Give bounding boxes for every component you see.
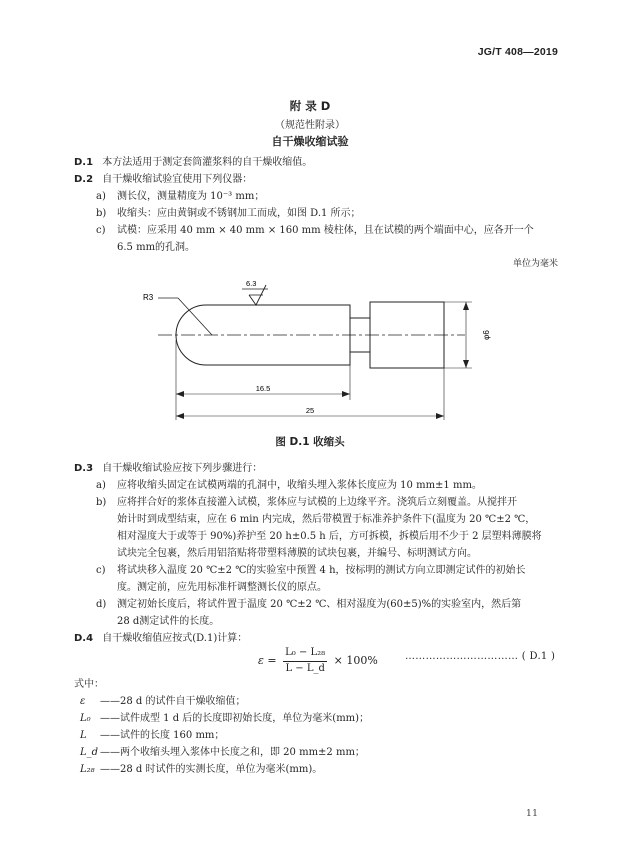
list-mark: a)	[96, 191, 106, 202]
list-item-continuation: 相对湿度大于或等于 90%)养护至 20 h±0.5 h 后，方可拆模，拆模后用不少于 2 层塑料薄膜将	[117, 531, 542, 542]
where-item	[80, 693, 245, 710]
list-item-continuation: 度。测定前，应先用标准杆调整测长仪的原点。	[117, 582, 327, 593]
clause-d1	[74, 154, 312, 171]
list-item-continuation: 28 d测定试件的长度。	[117, 616, 220, 627]
list-item: 将试块移入温度 20 ℃±2 ℃的实验室中预置 4 h，按标明的测试方向立即测定试件的初始长	[117, 565, 526, 576]
clause-number: D.4	[74, 633, 94, 644]
equation-number: ( D.1 )	[521, 651, 556, 662]
unit-note: 单位为毫米	[512, 259, 558, 269]
clause-text: 自干燥收缩试验应按下列步骤进行：	[102, 463, 263, 474]
roughness-label: 6.3	[246, 279, 257, 288]
appendix-title: 附 录 D	[289, 99, 331, 113]
radius-label: R3	[143, 293, 154, 302]
list-item-continuation: 试块完全包裹，然后用铝箔贴将带塑料薄膜的试块包裹，并编号、标明测试方向。	[117, 548, 477, 559]
list-mark: b)	[96, 497, 107, 508]
where-item	[80, 727, 224, 744]
where-desc: ——试件的长度 160 mm；	[100, 730, 225, 741]
where-desc: ——28 d 的试件自干燥收缩值；	[100, 696, 246, 707]
equation-numerator: L₀ − L₂₈	[283, 646, 327, 662]
standard-code: JG/T 408—2019	[477, 46, 558, 58]
list-mark: c)	[96, 225, 106, 236]
where-symbol: L₂₈	[80, 764, 95, 775]
list-item-continuation: 6.5 mm的孔洞。	[117, 242, 196, 253]
clause-number: D.2	[74, 174, 94, 185]
list-item: 测定初始长度后，将试件置于温度 20 ℃±2 ℃、相对湿度为(60±5)%的实验室内，然后第	[117, 599, 522, 610]
clause-text: 本方法适用于测定套筒灌浆料的自干燥收缩值。	[102, 157, 313, 168]
clause-number: D.1	[74, 157, 94, 168]
list-mark: b)	[96, 208, 107, 219]
page-number: 11	[525, 808, 538, 819]
clause-d3	[74, 460, 262, 477]
equation-denominator: L − L_d	[285, 663, 325, 674]
clause-d2	[74, 171, 252, 188]
clause-text: 自干燥收缩值应按式(D.1)计算：	[102, 633, 248, 644]
equation-fraction	[283, 646, 327, 676]
shrinkage-head-drawing	[130, 270, 510, 428]
equation-dots: ……………………………	[405, 651, 519, 662]
where-desc: ——两个收缩头埋入浆体中长度之和，即 20 mm±2 mm；	[100, 747, 365, 758]
where-item	[80, 744, 365, 761]
where-intro: 式中：	[74, 679, 104, 690]
equation-times: × 100%	[333, 654, 378, 667]
equation-number-line	[405, 651, 555, 662]
list-mark: a)	[96, 480, 106, 491]
list-item: 试模：应采用 40 mm × 40 mm × 160 mm 棱柱体，且在试模的两个端面中心，应各开一个	[117, 225, 534, 236]
list-item: 应将拌合好的浆体直接灌入试模，浆体应与试模的上边缘平齐。浇筑后立刻覆盖。从搅拌开	[117, 497, 517, 508]
equation-lhs: ε	[258, 654, 264, 667]
equation-d1: ε = $\frac{\text{L₀ − L₂₈}}{L - L\_d}$ × 100%	[258, 647, 378, 674]
clause-number: D.3	[74, 463, 94, 474]
where-item	[80, 761, 322, 778]
figure-caption: 图 D.1 收缩头	[275, 436, 345, 448]
list-item: 测长仪，测量精度为 10⁻³ mm；	[117, 191, 265, 202]
list-mark: d)	[96, 599, 107, 610]
appendix-name: 自干燥收缩试验	[271, 135, 349, 148]
list-item-continuation: 始计时到成型结束，应在 6 min 内完成，然后带模置于标准养护条件下(温度为 20 ℃±2 ℃，	[117, 514, 536, 525]
appendix-nature: （规范性附录）	[275, 120, 345, 131]
where-desc: ——28 d 时试件的实测长度，单位为毫米(mm)。	[100, 764, 323, 775]
dim-label-inner: 16.5	[255, 384, 271, 393]
clause-d4	[74, 630, 247, 647]
clause-text: 自干燥收缩试验宜使用下列仪器：	[102, 174, 253, 185]
radius-leader-diagonal	[178, 298, 212, 335]
where-symbol: L₀	[80, 713, 91, 724]
diameter-label: φ6	[482, 330, 491, 340]
where-symbol: L_d	[80, 747, 99, 758]
where-desc: ——试件成型 1 d 后的长度即初始长度，单位为毫米(mm)；	[100, 713, 370, 724]
where-symbol: L	[80, 730, 87, 741]
list-item: 收缩头：应由黄铜或不锈钢加工而成，如图 D.1 所示；	[117, 208, 361, 219]
dim-label-total: 25	[305, 406, 315, 415]
list-item: 应将收缩头固定在试模两端的孔洞中，收缩头埋入浆体长度应为 10 mm±1 mm。	[117, 480, 482, 491]
where-symbol: ε	[80, 696, 86, 707]
list-mark: c)	[96, 565, 106, 576]
where-item	[80, 710, 369, 727]
